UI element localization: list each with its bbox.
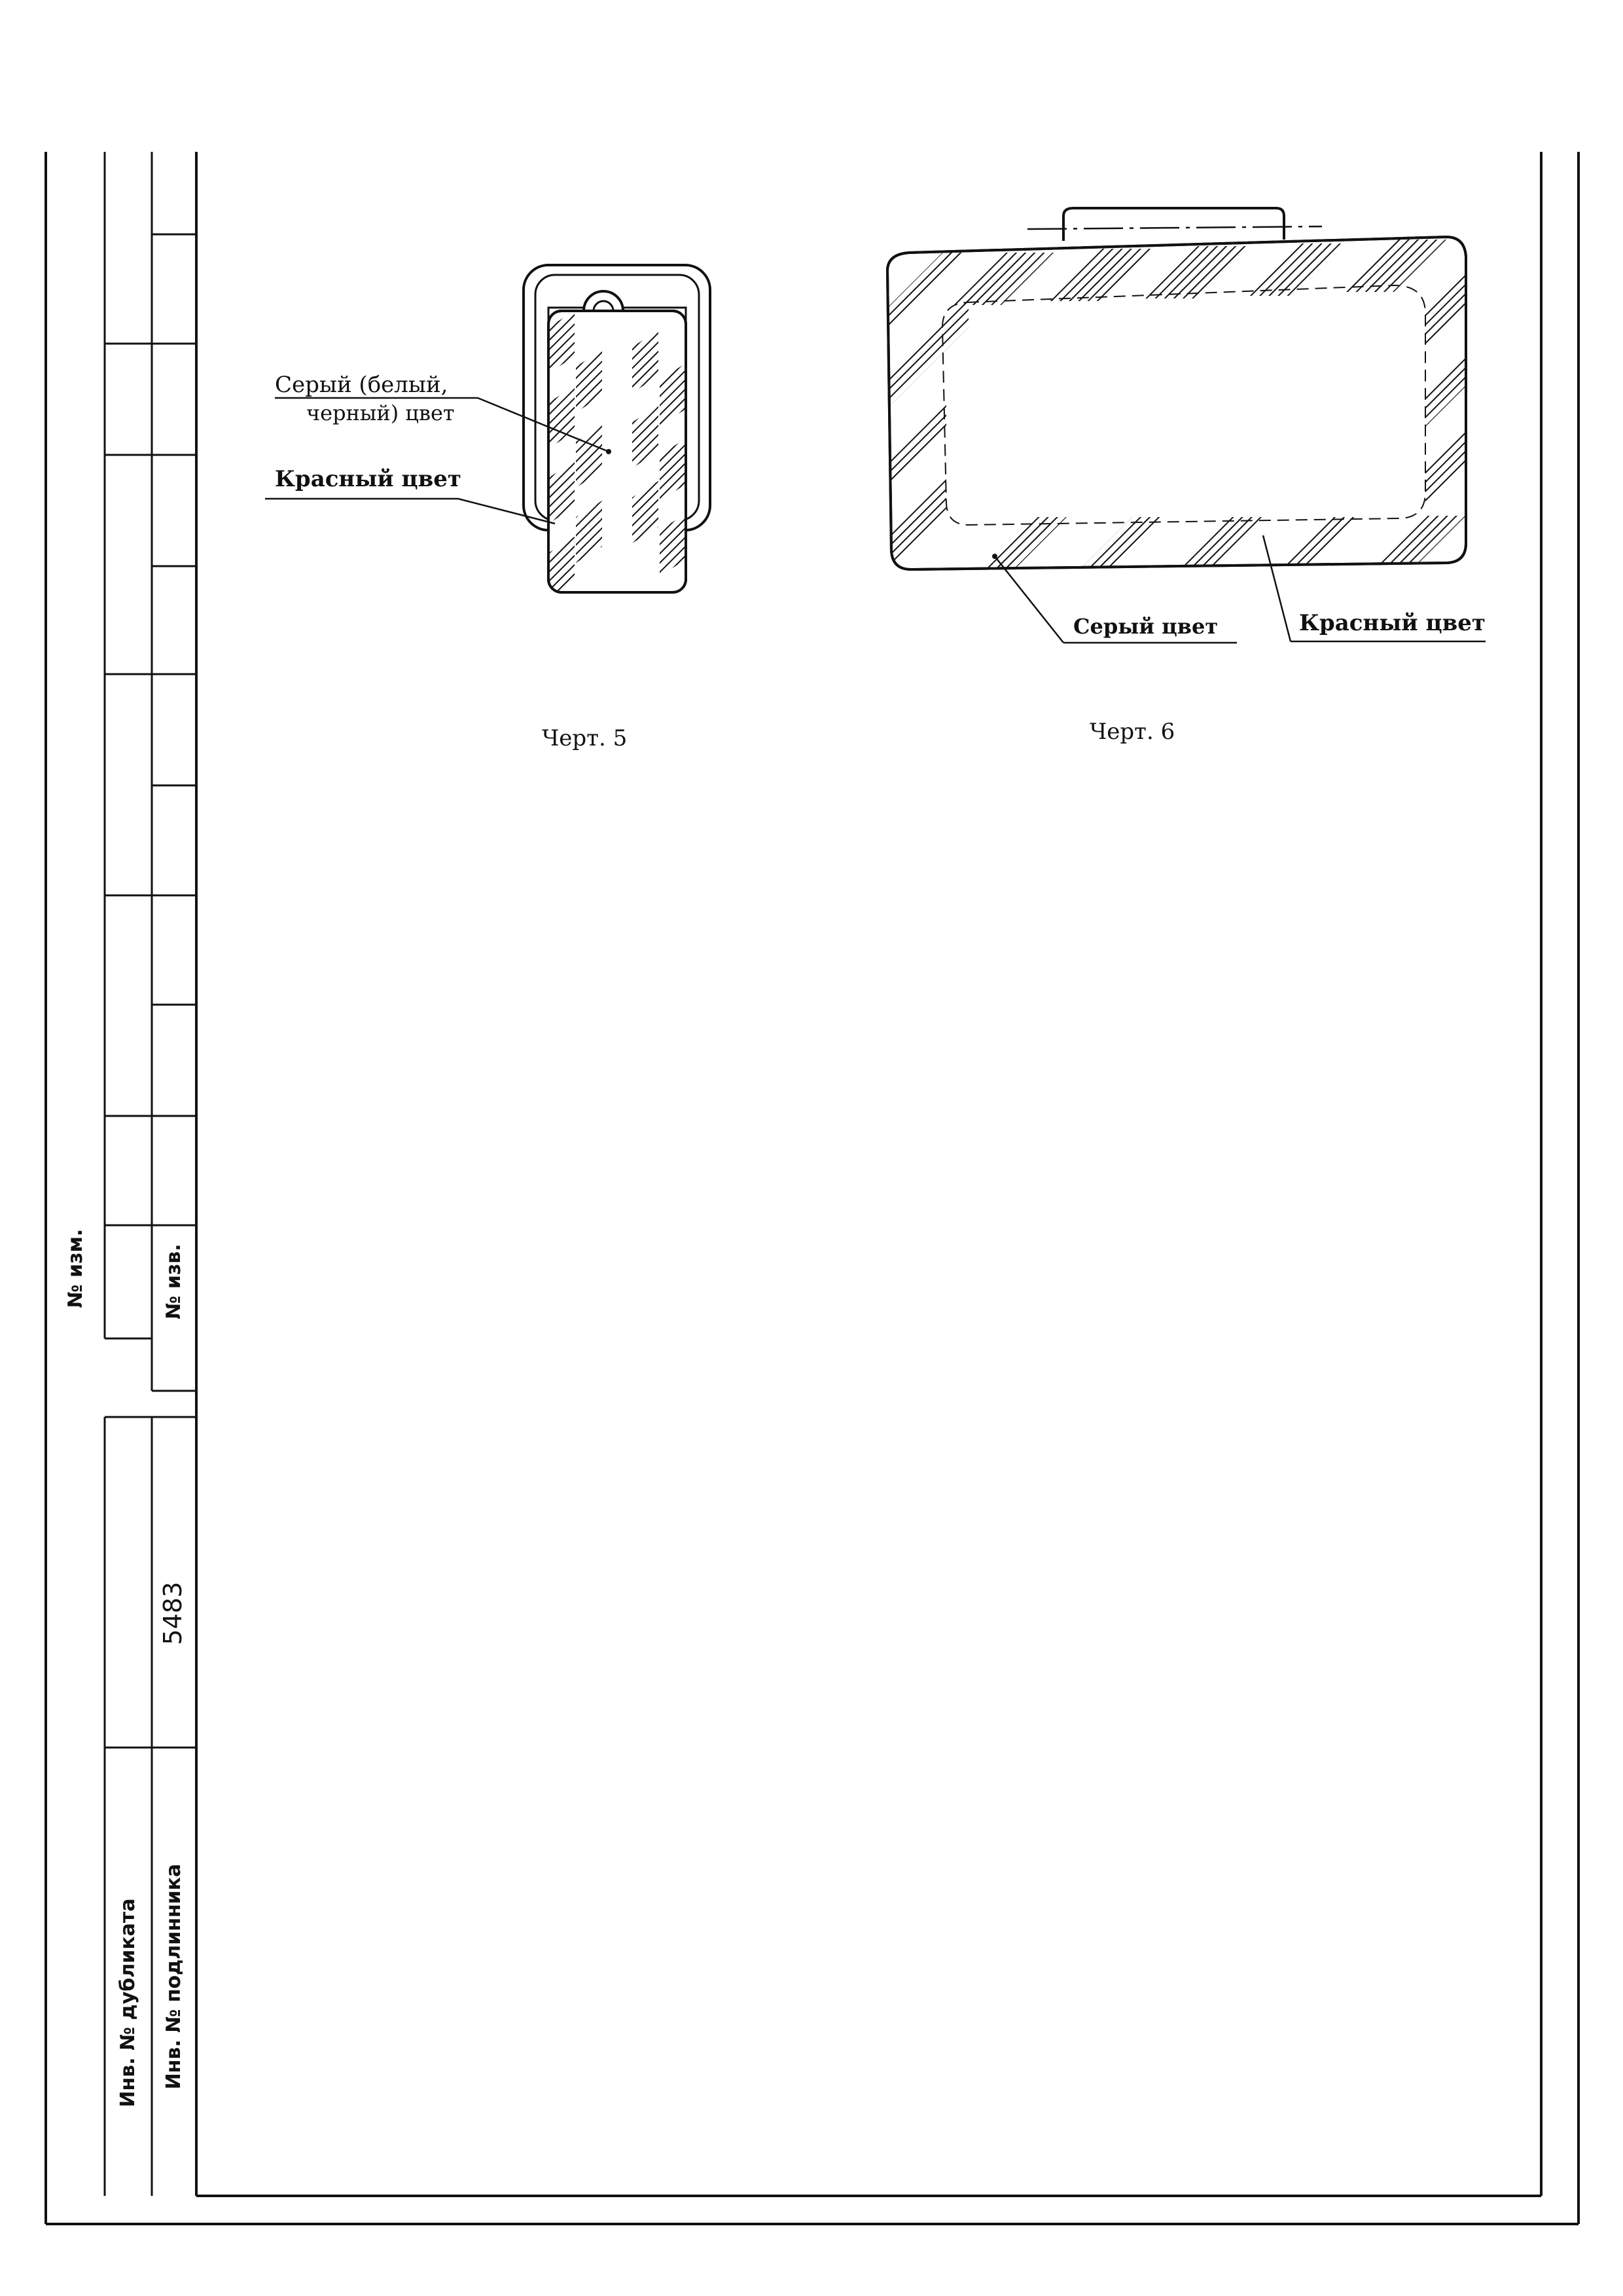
fig5-label-gray-line2: черный) цвет — [306, 401, 455, 425]
stamp-no-izm: № изм. — [64, 1229, 87, 1308]
figure-5-caption: Черт. 5 — [542, 725, 628, 751]
figure-5-drawing — [265, 265, 710, 599]
fig5-label-red: Красный цвет — [275, 466, 461, 492]
stamp-inv-podlinnika: Инв. № подлинника — [162, 1863, 185, 2090]
stamp-inv-number: 5483 — [158, 1581, 187, 1645]
figure-6-drawing — [887, 208, 1486, 643]
stamp-inv-dublikata: Инв. № дубликата — [116, 1898, 139, 2108]
fig6-label-red: Красный цвет — [1299, 610, 1486, 636]
fig5-label-gray-line1: Серый (белый, — [275, 372, 448, 398]
fig6-label-gray: Серый цвет — [1073, 614, 1219, 639]
figure-6-caption: Черт. 6 — [1090, 719, 1175, 745]
stamp-no-izv: № изв. — [162, 1244, 185, 1319]
